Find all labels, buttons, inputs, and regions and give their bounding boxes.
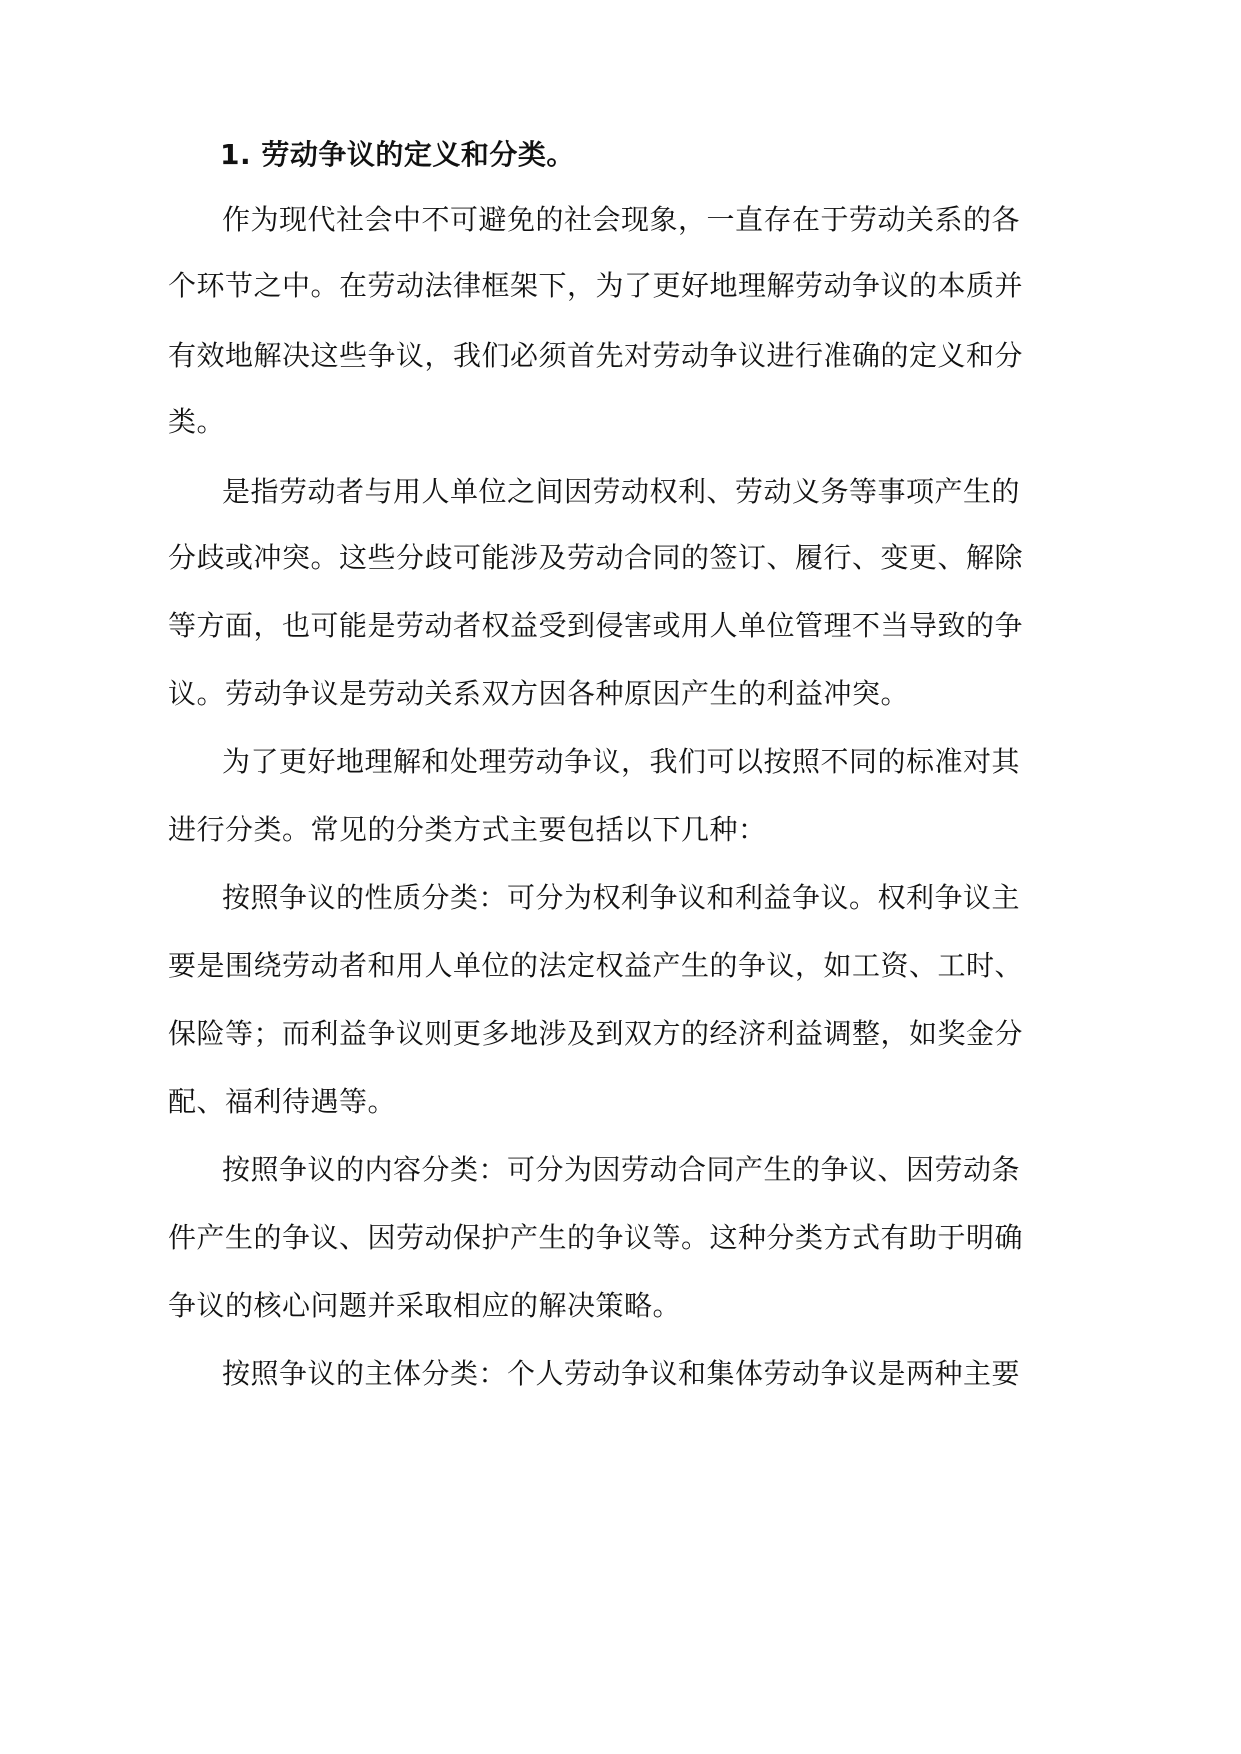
paragraph-2-line-1: 是指劳动者与用人单位之间因劳动权利、劳动义务等事项产生的: [222, 475, 1021, 508]
paragraph-5-line-3: 争议的核心问题并采取相应的解决策略。: [168, 1289, 682, 1322]
paragraph-6-line-1: 按照争议的主体分类：个人劳动争议和集体劳动争议是两种主要: [222, 1357, 1021, 1390]
paragraph-1-line-3: 有效地解决这些争议，我们必须首先对劳动争议进行准确的定义和分: [168, 339, 1024, 372]
paragraph-5-line-1: 按照争议的内容分类：可分为因劳动合同产生的争议、因劳动条: [222, 1153, 1021, 1186]
paragraph-3-line-1: 为了更好地理解和处理劳动争议，我们可以按照不同的标准对其: [222, 745, 1021, 778]
paragraph-1-line-1: 作为现代社会中不可避免的社会现象，一直存在于劳动关系的各: [222, 203, 1021, 236]
paragraph-1-line-2: 个环节之中。在劳动法律框架下，为了更好地理解劳动争议的本质并: [168, 269, 1024, 302]
paragraph-2-line-2: 分歧或冲突。这些分歧可能涉及劳动合同的签订、履行、变更、解除: [168, 541, 1024, 574]
section-heading: 1. 劳动争议的定义和分类。: [220, 138, 575, 171]
paragraph-1-line-4: 类。: [168, 405, 226, 438]
paragraph-3-line-2: 进行分类。常见的分类方式主要包括以下几种：: [168, 813, 767, 846]
paragraph-4-line-2: 要是围绕劳动者和用人单位的法定权益产生的争议，如工资、工时、: [168, 949, 1024, 982]
paragraph-2-line-3: 等方面，也可能是劳动者权益受到侵害或用人单位管理不当导致的争: [168, 609, 1024, 642]
paragraph-4-line-1: 按照争议的性质分类：可分为权利争议和利益争议。权利争议主: [222, 881, 1021, 914]
paragraph-2-line-4: 议。劳动争议是劳动关系双方因各种原因产生的利益冲突。: [168, 677, 910, 710]
paragraph-4-line-4: 配、福利待遇等。: [168, 1085, 397, 1118]
paragraph-4-line-3: 保险等；而利益争议则更多地涉及到双方的经济利益调整，如奖金分: [168, 1017, 1024, 1050]
paragraph-5-line-2: 件产生的争议、因劳动保护产生的争议等。这种分类方式有助于明确: [168, 1221, 1024, 1254]
